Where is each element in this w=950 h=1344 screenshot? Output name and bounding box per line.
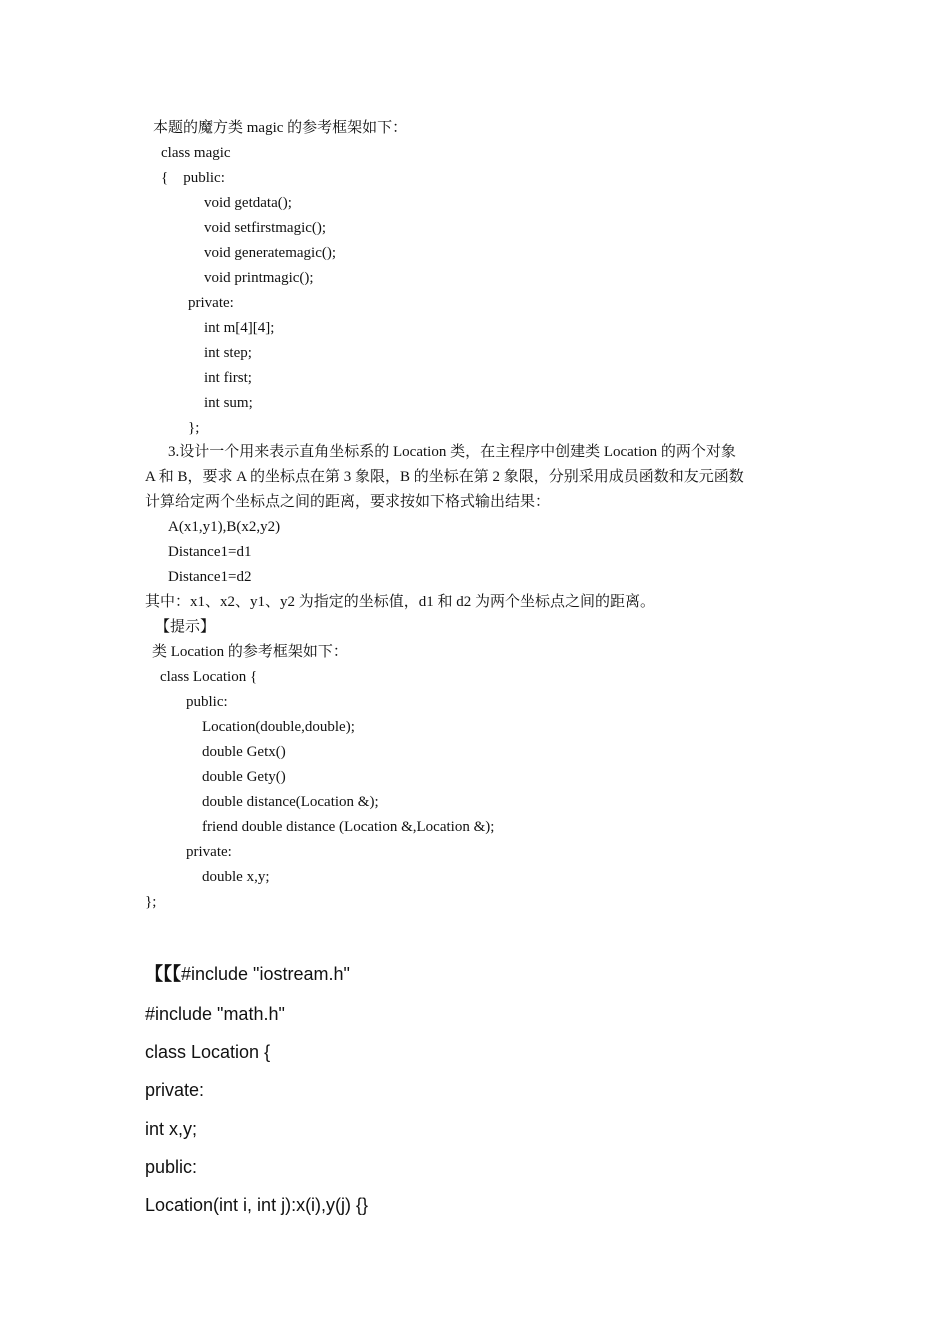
include-iostream: #include "iostream.h" — [181, 964, 350, 984]
code-line: class Location { — [160, 669, 258, 685]
code-line: double Getx() — [202, 744, 286, 760]
output-format-line: Distance1=d2 — [168, 569, 252, 585]
code-line: Location(int i, int j):x(i),y(j) {} — [145, 1195, 369, 1215]
code-line: int sum; — [204, 395, 253, 411]
code-line: class magic — [161, 145, 231, 161]
hint-intro: 类 Location 的参考框架如下： — [152, 644, 348, 660]
code-line: int x,y; — [145, 1119, 198, 1139]
code-line: void getdata(); — [204, 195, 292, 211]
magic-intro: 本题的魔方类 magic 的参考框架如下： — [153, 120, 408, 136]
code-line: }; — [188, 420, 200, 436]
code-line: private: — [188, 295, 234, 311]
problem-line: 3.设计一个用来表示直角坐标系的 Location 类，在主程序中创建类 Location 的两个对象 — [168, 444, 736, 460]
code-line: #include "math.h" — [145, 1004, 285, 1024]
output-format-line: Distance1=d1 — [168, 544, 252, 560]
code-line: class Location { — [145, 1042, 271, 1062]
bracket-marks: 【【【 — [145, 964, 181, 984]
hint-label: 【提示】 — [155, 619, 216, 635]
problem-line: A 和 B，要求 A 的坐标点在第 3 象限，B 的坐标在第 2 象限，分别采用成员函数和友元函数 — [145, 469, 744, 485]
code-line — [145, 962, 350, 986]
code-line: void generatemagic(); — [204, 245, 337, 261]
code-line: Location(double,double); — [202, 719, 355, 735]
code-line: public: — [145, 1157, 198, 1177]
code-line: double Gety() — [202, 769, 286, 785]
note-line: 其中：x1、x2、y1、y2 为指定的坐标值，d1 和 d2 为两个坐标点之间的距离。 — [145, 594, 656, 610]
code-line: friend double distance (Location &,Location &); — [202, 819, 495, 835]
code-line: private: — [145, 1080, 205, 1100]
output-format-line: A(x1,y1),B(x2,y2) — [168, 519, 281, 535]
code-line: }; — [145, 894, 157, 910]
code-line: public: — [186, 694, 228, 710]
code-line: void setfirstmagic(); — [204, 220, 327, 236]
code-line: int m[4][4]; — [204, 320, 275, 336]
code-line: { public: — [161, 170, 225, 186]
code-line: void printmagic(); — [204, 270, 314, 286]
code-line: private: — [186, 844, 232, 860]
code-line: int first; — [204, 370, 252, 386]
code-line: double x,y; — [202, 869, 270, 885]
code-line: double distance(Location &); — [202, 794, 379, 810]
problem-line: 计算给定两个坐标点之间的距离，要求按如下格式输出结果： — [145, 494, 551, 510]
code-line: int step; — [204, 345, 252, 361]
